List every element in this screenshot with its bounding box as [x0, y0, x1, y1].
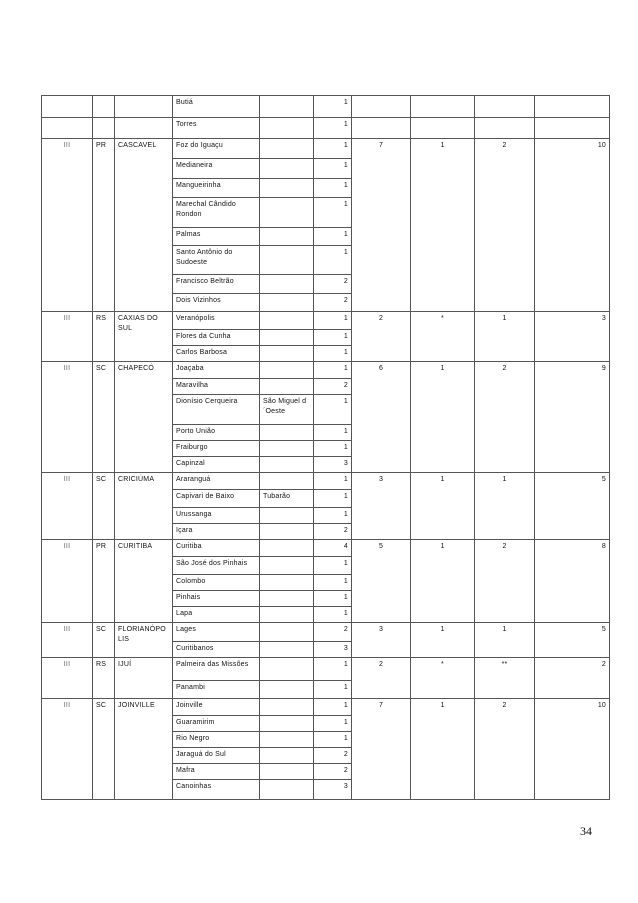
region-cell — [115, 96, 173, 118]
reference-cell — [260, 159, 314, 179]
city-cell: Rio Negro — [173, 732, 260, 748]
city-cell: Panambi — [173, 681, 260, 699]
state-cell: RS — [93, 658, 115, 699]
count-cell: 1 — [314, 699, 352, 716]
reference-cell — [260, 540, 314, 557]
state-cell: SC — [93, 699, 115, 800]
city-cell: Foz do Iguaçu — [173, 139, 260, 159]
reference-cell — [260, 642, 314, 658]
count-cell: 4 — [314, 540, 352, 557]
reference-cell — [260, 623, 314, 642]
reference-cell — [260, 748, 314, 764]
reference-cell — [260, 681, 314, 699]
reference-cell — [260, 275, 314, 294]
reference-cell — [260, 425, 314, 441]
count-cell: 1 — [314, 362, 352, 379]
count-cell: 2 — [314, 764, 352, 780]
mark-cell: III — [42, 473, 93, 540]
state-cell — [93, 96, 115, 118]
count-cell: 1 — [314, 118, 352, 139]
reference-cell — [260, 716, 314, 732]
count-cell: 1 — [314, 557, 352, 575]
city-cell: Colombo — [173, 575, 260, 591]
count-cell: 2 — [314, 524, 352, 540]
city-cell: Pinhais — [173, 591, 260, 607]
summary-cell-3: 2 — [475, 362, 535, 473]
count-cell: 2 — [314, 275, 352, 294]
reference-cell — [260, 139, 314, 159]
reference-cell — [260, 312, 314, 330]
reference-cell: São Miguel d´Oeste — [260, 395, 314, 425]
count-cell: 1 — [314, 732, 352, 748]
state-cell: PR — [93, 540, 115, 623]
table-row — [42, 540, 610, 557]
summary-cell-4 — [535, 96, 610, 118]
summary-cell-3 — [475, 118, 535, 139]
summary-cell-4 — [535, 118, 610, 139]
summary-cell-3: 1 — [475, 312, 535, 362]
mark-cell: III — [42, 312, 93, 362]
reference-cell — [260, 732, 314, 748]
count-cell: 2 — [314, 748, 352, 764]
reference-cell — [260, 457, 314, 473]
city-cell: Torres — [173, 118, 260, 139]
table-row — [42, 312, 610, 330]
city-cell: Guaramirim — [173, 716, 260, 732]
summary-cell-1: 3 — [352, 473, 411, 540]
reference-cell — [260, 379, 314, 395]
summary-cell-4: 10 — [535, 139, 610, 312]
mark-cell: III — [42, 139, 93, 312]
city-cell: Dionísio Cerqueira — [173, 395, 260, 425]
count-cell: 1 — [314, 716, 352, 732]
summary-cell-2: * — [411, 658, 475, 699]
count-cell: 1 — [314, 441, 352, 457]
reference-cell — [260, 346, 314, 362]
count-cell: 1 — [314, 312, 352, 330]
city-cell: Joinville — [173, 699, 260, 716]
reference-cell — [260, 96, 314, 118]
state-cell: RS — [93, 312, 115, 362]
summary-cell-2: 1 — [411, 623, 475, 658]
region-cell: FLORIANÓPOLIS — [115, 623, 173, 658]
city-cell: Medianeira — [173, 159, 260, 179]
mark-cell — [42, 118, 93, 139]
reference-cell — [260, 591, 314, 607]
summary-cell-1: 2 — [352, 312, 411, 362]
count-cell: 1 — [314, 490, 352, 508]
summary-cell-2: 1 — [411, 699, 475, 800]
city-cell: São José dos Pinhais — [173, 557, 260, 575]
count-cell: 1 — [314, 96, 352, 118]
table-row — [42, 118, 610, 139]
region-cell: CASCAVEL — [115, 139, 173, 312]
count-cell: 1 — [314, 330, 352, 346]
city-cell: Curitiba — [173, 540, 260, 557]
summary-cell-4: 5 — [535, 623, 610, 658]
city-cell: Joaçaba — [173, 362, 260, 379]
state-cell: SC — [93, 623, 115, 658]
city-cell: Fraiburgo — [173, 441, 260, 457]
state-cell: SC — [93, 473, 115, 540]
region-cell: CURITIBA — [115, 540, 173, 623]
summary-cell-2: 1 — [411, 540, 475, 623]
table-row — [42, 139, 610, 159]
region-cell: CRICIÚMA — [115, 473, 173, 540]
mark-cell: III — [42, 658, 93, 699]
summary-cell-2: 1 — [411, 139, 475, 312]
count-cell: 1 — [314, 575, 352, 591]
table-row — [42, 699, 610, 716]
city-cell: Marechal Cândido Rondon — [173, 198, 260, 228]
mark-cell — [42, 96, 93, 118]
count-cell: 1 — [314, 658, 352, 681]
reference-cell — [260, 246, 314, 275]
table-row — [42, 658, 610, 681]
summary-cell-1: 2 — [352, 658, 411, 699]
city-cell: Francisco Beltrão — [173, 275, 260, 294]
summary-cell-1 — [352, 118, 411, 139]
mark-cell: III — [42, 362, 93, 473]
city-cell: Carlos Barbosa — [173, 346, 260, 362]
count-cell: 1 — [314, 198, 352, 228]
reference-cell — [260, 524, 314, 540]
page-number: 34 — [580, 824, 592, 838]
summary-cell-3: ** — [475, 658, 535, 699]
regional-distribution-table — [41, 95, 610, 800]
count-cell: 1 — [314, 139, 352, 159]
summary-cell-1: 7 — [352, 139, 411, 312]
summary-cell-1: 5 — [352, 540, 411, 623]
summary-cell-1 — [352, 96, 411, 118]
table-row — [42, 473, 610, 490]
count-cell: 3 — [314, 642, 352, 658]
summary-cell-4: 2 — [535, 658, 610, 699]
reference-cell — [260, 330, 314, 346]
city-cell: Jaraguá do Sul — [173, 748, 260, 764]
city-cell: Flores da Cunha — [173, 330, 260, 346]
count-cell: 1 — [314, 473, 352, 490]
city-cell: Palmas — [173, 228, 260, 246]
summary-cell-3: 1 — [475, 623, 535, 658]
summary-cell-4: 5 — [535, 473, 610, 540]
city-cell: Veranópolis — [173, 312, 260, 330]
reference-cell — [260, 557, 314, 575]
city-cell: Lapa — [173, 607, 260, 623]
count-cell: 2 — [314, 623, 352, 642]
city-cell: Lages — [173, 623, 260, 642]
region-cell: CAXIAS DO SUL — [115, 312, 173, 362]
reference-cell: Tubarão — [260, 490, 314, 508]
count-cell: 2 — [314, 379, 352, 395]
summary-cell-3: 2 — [475, 699, 535, 800]
city-cell: Butiá — [173, 96, 260, 118]
mark-cell: III — [42, 623, 93, 658]
summary-cell-2 — [411, 96, 475, 118]
city-cell: Santo Antônio do Sudoeste — [173, 246, 260, 275]
reference-cell — [260, 780, 314, 800]
count-cell: 1 — [314, 228, 352, 246]
summary-cell-2: * — [411, 312, 475, 362]
state-cell: SC — [93, 362, 115, 473]
reference-cell — [260, 228, 314, 246]
region-cell: IJUÍ — [115, 658, 173, 699]
city-cell: Mangueirinha — [173, 179, 260, 198]
reference-cell — [260, 118, 314, 139]
table-row — [42, 362, 610, 379]
count-cell: 1 — [314, 508, 352, 524]
region-cell — [115, 118, 173, 139]
city-cell: Urussanga — [173, 508, 260, 524]
reference-cell — [260, 473, 314, 490]
reference-cell — [260, 764, 314, 780]
count-cell: 1 — [314, 425, 352, 441]
reference-cell — [260, 441, 314, 457]
summary-cell-2 — [411, 118, 475, 139]
reference-cell — [260, 179, 314, 198]
summary-cell-1: 7 — [352, 699, 411, 800]
city-cell: Mafra — [173, 764, 260, 780]
mark-cell: III — [42, 540, 93, 623]
city-cell: Porto União — [173, 425, 260, 441]
count-cell: 1 — [314, 346, 352, 362]
region-cell: JOINVILLE — [115, 699, 173, 800]
count-cell: 2 — [314, 294, 352, 312]
count-cell: 1 — [314, 159, 352, 179]
count-cell: 1 — [314, 591, 352, 607]
state-cell — [93, 118, 115, 139]
city-cell: Içara — [173, 524, 260, 540]
summary-cell-4: 10 — [535, 699, 610, 800]
reference-cell — [260, 362, 314, 379]
reference-cell — [260, 294, 314, 312]
city-cell: Araranguá — [173, 473, 260, 490]
count-cell: 1 — [314, 179, 352, 198]
reference-cell — [260, 607, 314, 623]
summary-cell-1: 3 — [352, 623, 411, 658]
count-cell: 1 — [314, 395, 352, 425]
count-cell: 1 — [314, 607, 352, 623]
city-cell: Curitibanos — [173, 642, 260, 658]
summary-cell-4: 3 — [535, 312, 610, 362]
region-cell: CHAPECÓ — [115, 362, 173, 473]
reference-cell — [260, 699, 314, 716]
count-cell: 3 — [314, 780, 352, 800]
summary-cell-1: 6 — [352, 362, 411, 473]
summary-cell-2: 1 — [411, 362, 475, 473]
state-cell: PR — [93, 139, 115, 312]
reference-cell — [260, 575, 314, 591]
summary-cell-3: 2 — [475, 139, 535, 312]
summary-cell-4: 9 — [535, 362, 610, 473]
reference-cell — [260, 198, 314, 228]
reference-cell — [260, 658, 314, 681]
city-cell: Capinzal — [173, 457, 260, 473]
city-cell: Capivari de Baixo — [173, 490, 260, 508]
count-cell: 1 — [314, 246, 352, 275]
count-cell: 1 — [314, 681, 352, 699]
table-row — [42, 96, 610, 118]
summary-cell-2: 1 — [411, 473, 475, 540]
mark-cell: III — [42, 699, 93, 800]
summary-cell-4: 8 — [535, 540, 610, 623]
city-cell: Maravilha — [173, 379, 260, 395]
summary-cell-3: 1 — [475, 473, 535, 540]
table-row — [42, 623, 610, 642]
count-cell: 3 — [314, 457, 352, 473]
summary-cell-3 — [475, 96, 535, 118]
city-cell: Dois Vizinhos — [173, 294, 260, 312]
summary-cell-3: 2 — [475, 540, 535, 623]
city-cell: Canoinhas — [173, 780, 260, 800]
city-cell: Palmeira das Missões — [173, 658, 260, 681]
reference-cell — [260, 508, 314, 524]
